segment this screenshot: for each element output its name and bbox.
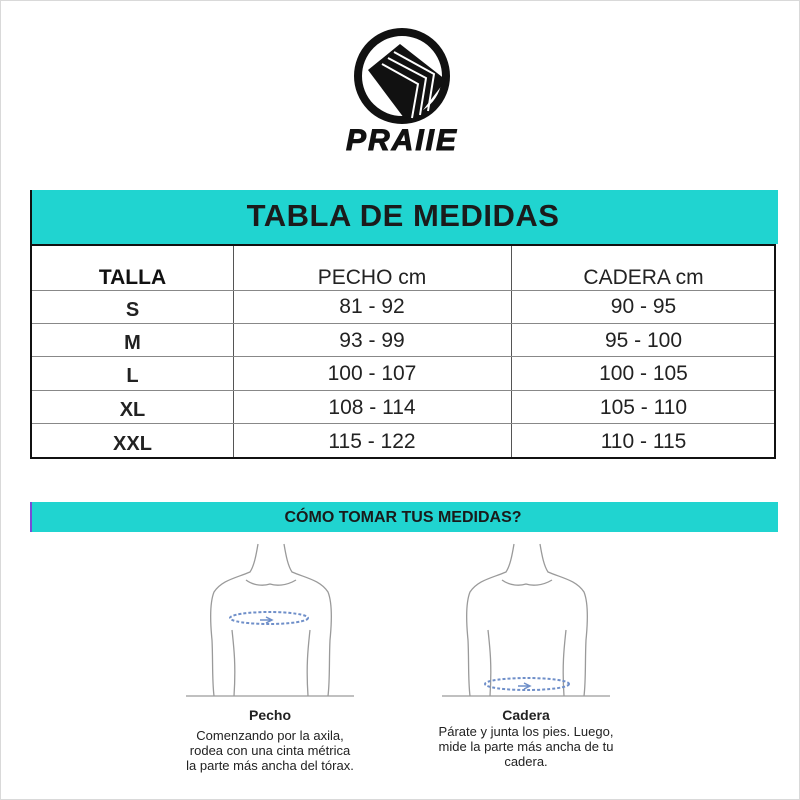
measuring-tape-icon — [230, 612, 308, 624]
table-row-chest: 115 - 122 — [328, 430, 416, 453]
torso-hip-icon — [436, 540, 616, 700]
torso-chest-icon — [180, 540, 360, 700]
chest-instructions: Comenzando por la axila, rodea con una cinta métrica la parte más ancha del tórax. — [186, 728, 354, 773]
table-row-chest: 93 - 99 — [339, 329, 405, 352]
chest-figure — [180, 540, 360, 700]
table-row-hip: 110 - 115 — [600, 430, 687, 453]
hip-instructions: Párate y junta los pies. Luego, mide la parte más ancha de tu cadera. — [438, 724, 614, 769]
chest-label: Pecho — [248, 707, 291, 723]
table-row-size: XL — [119, 399, 146, 421]
table-row-size: XXL — [113, 433, 152, 455]
logo-wordmark — [346, 124, 458, 157]
svg-text:PRAIIE: PRAIIE — [345, 124, 459, 157]
table-row-size: L — [126, 365, 139, 387]
table-row-hip: 95 - 100 — [604, 329, 683, 352]
hip-label: Cadera — [502, 707, 550, 723]
table-row-hip: 100 - 105 — [599, 362, 688, 385]
table-row-chest: 100 - 107 — [327, 362, 417, 385]
table-title: TABLA DE MEDIDAS — [246, 198, 560, 233]
header-cadera: CADERA cm — [583, 266, 704, 289]
table-row-chest: 81 - 92 — [339, 295, 405, 318]
hip-figure — [436, 540, 616, 700]
logo-emblem-icon — [322, 18, 482, 158]
header-talla: TALLA — [98, 266, 167, 289]
size-table — [30, 244, 776, 459]
measuring-tape-icon — [485, 678, 569, 690]
table-row-hip: 105 - 110 — [599, 396, 688, 419]
how-to-title: CÓMO TOMAR TUS MEDIDAS? — [284, 509, 522, 526]
table-row-chest: 108 - 114 — [328, 396, 416, 419]
header-pecho: PECHO cm — [317, 266, 427, 289]
table-row-hip: 90 - 95 — [610, 295, 677, 318]
brand-logo — [322, 18, 482, 158]
table-row-size: S — [125, 299, 140, 321]
table-row-size: M — [124, 332, 141, 354]
